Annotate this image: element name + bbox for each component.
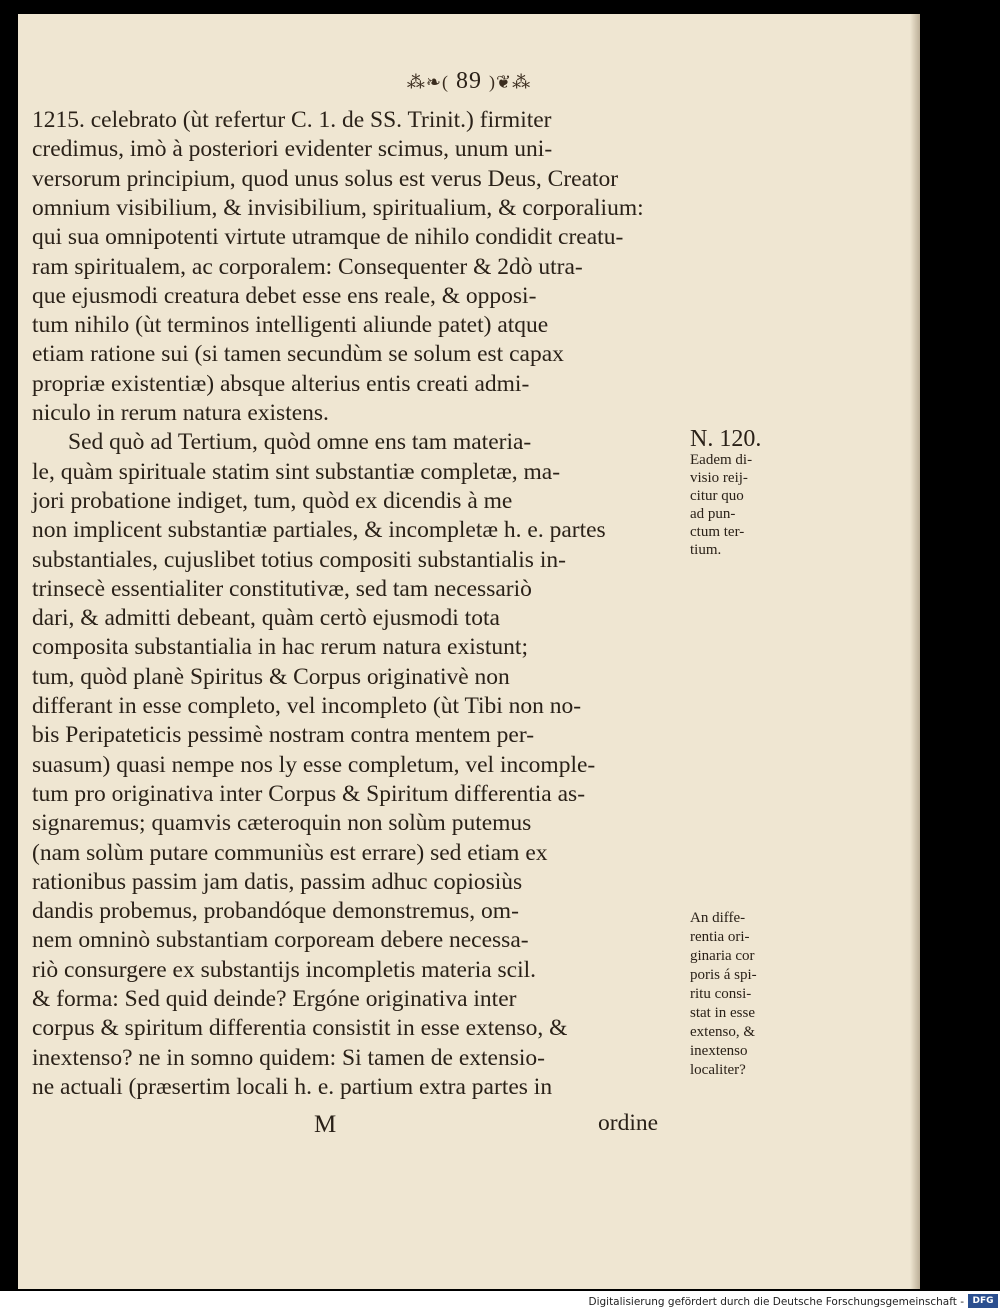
margin-line: poris á spi-	[690, 967, 757, 983]
text-line: ne actuali (præsertim locali h. e. partium extra partes in	[32, 1073, 553, 1100]
catchword: ordine	[598, 1110, 659, 1136]
text-line: trinsecè essentialiter constitutivæ, sed tam necessariò	[32, 575, 532, 602]
text-line: dari, & admitti debeant, quàm certò ejusmodi tota	[32, 605, 500, 632]
text-line: 1215. celebrato (ùt refertur C. 1. de SS. Trinit.) firmiter	[32, 107, 552, 133]
margin-line: ginaria cor	[690, 948, 755, 964]
text-line: qui sua omnipotenti virtute utramque de nihilo condidit creatu-	[32, 224, 624, 251]
margin-line: localiter?	[690, 1062, 746, 1078]
text-line: dandis probemus, probandóque demonstremus, om-	[32, 898, 519, 925]
margin-line: An diffe-	[690, 910, 746, 926]
margin-line: visio reij-	[690, 470, 748, 486]
text-line: riò consurgere ex substantijs incompletis materia scil.	[32, 956, 537, 983]
text-line: que ejusmodi creatura debet esse ens reale, & opposi-	[32, 282, 537, 309]
book-page	[18, 14, 920, 1289]
text-line: non implicent substantiæ partiales, & incompletæ h. e. partes	[32, 517, 606, 544]
page-header	[18, 68, 920, 95]
footer-text: Digitalisierung gefördert durch die Deutsche Forschungsgemeinschaft -	[588, 1296, 964, 1308]
margin-line: extenso, &	[690, 1024, 755, 1040]
text-line: signaremus; quamvis cæteroquin non solùm putemus	[32, 810, 532, 837]
text-line: composita substantialia in hac rerum natura existunt;	[32, 634, 528, 661]
margin-line: rentia ori-	[690, 929, 750, 945]
margin-line: N. 120.	[690, 426, 762, 452]
text-line: substantiales, cujuslibet totius compositi substantialis in-	[32, 546, 566, 573]
margin-line: inextenso	[690, 1043, 748, 1059]
text-line: rationibus passim jam datis, passim adhuc copiosiùs	[32, 868, 523, 895]
text-line: versorum principium, quod unus solus est verus Deus, Creator	[32, 165, 619, 192]
text-line: (nam solùm putare communiùs est errare) sed etiam ex	[32, 839, 548, 866]
text-line: tum pro originativa inter Corpus & Spiritum differentia as-	[32, 780, 586, 807]
footer-bar	[0, 1291, 1000, 1314]
text-line: credimus, imò à posteriori evidenter scimus, unum uni-	[32, 136, 553, 163]
margin-line: citur quo	[690, 488, 744, 504]
dfg-logo: DFG	[968, 1294, 998, 1308]
text-line: etiam ratione sui (si tamen secundùm se solum est capax	[32, 341, 564, 368]
ornament-left: ⁂❧(	[406, 72, 449, 92]
text-line: nem omninò substantiam corpoream debere necessa-	[32, 927, 529, 954]
margin-line: stat in esse	[690, 1005, 755, 1021]
text-line: suasum) quasi nempe nos ly esse completum, vel incomple-	[32, 751, 596, 778]
text-line: Sed quò ad Tertium, quòd omne ens tam materia-	[68, 429, 532, 456]
text-line: inextenso? ne in somno quidem: Si tamen de extensio-	[32, 1044, 545, 1071]
text-line: le, quàm spirituale statim sint substantiæ completæ, ma-	[32, 458, 561, 485]
text-line: differant in esse completo, vel incompleto (ùt Tibi non no-	[32, 693, 582, 719]
text-line: tum nihilo (ùt terminos intelligenti aliunde patet) atque	[32, 312, 549, 339]
margin-line: tium.	[690, 542, 722, 558]
text-line: bis Peripateticis pessimè nostram contra mentem per-	[32, 722, 535, 749]
text-line: propriæ existentiæ) absque alterius entis creati admi-	[32, 370, 530, 397]
text-line: omnium visibilium, & invisibilium, spiritualium, & corporalium:	[32, 194, 644, 221]
text-line: & forma: Sed quid deinde? Ergóne originativa inter	[32, 986, 517, 1012]
text-line: ram spiritualem, ac corporalem: Consequenter & 2dò utra-	[32, 253, 583, 280]
page-number: 89	[456, 68, 482, 94]
margin-line: ad pun-	[690, 506, 736, 522]
text-line: tum, quòd planè Spiritus & Corpus originativè non	[32, 663, 510, 690]
text-line: corpus & spiritum differentia consistit in esse extenso, &	[32, 1015, 568, 1042]
text-line: niculo in rerum natura existens.	[32, 400, 329, 426]
ornament-right: )❦⁂	[489, 72, 532, 92]
signature-mark: M	[314, 1111, 337, 1138]
margin-line: Eadem di-	[690, 452, 753, 468]
margin-line: ritu consi-	[690, 986, 752, 1002]
text-line: jori probatione indiget, tum, quòd ex dicendis à me	[32, 487, 513, 514]
margin-line: ctum ter-	[690, 524, 745, 540]
